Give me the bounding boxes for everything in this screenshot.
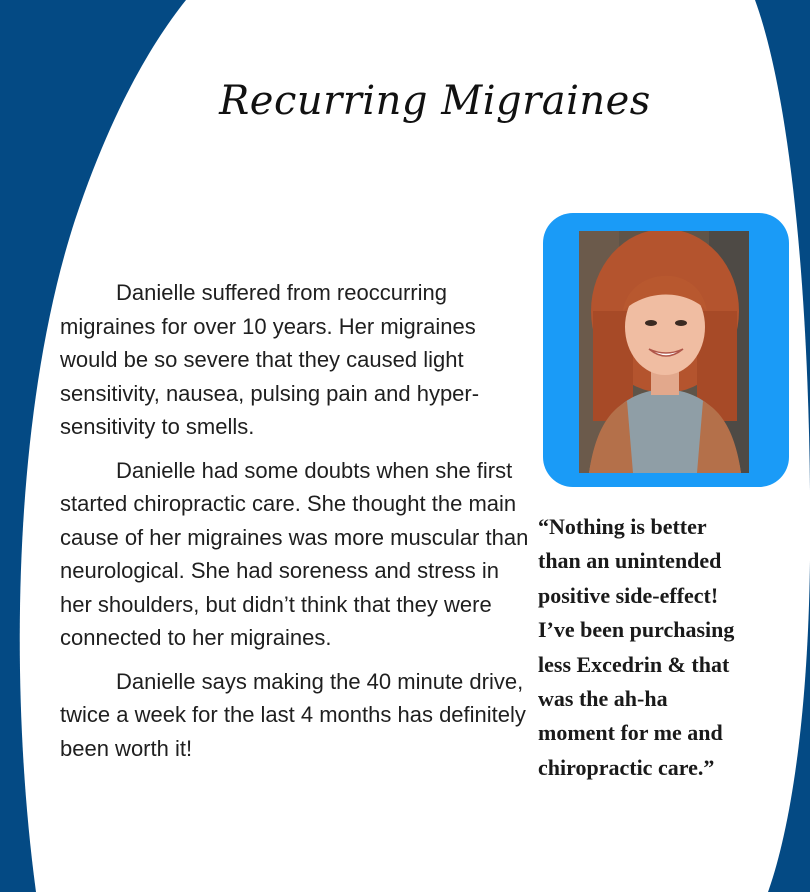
testimonial-quote: “Nothing is better than an unintended positive side-effect! I’ve been purchasing less Excedrin & that was the ah-ha moment for me and chiropractic care.” bbox=[538, 514, 735, 780]
patient-photo bbox=[579, 231, 749, 473]
story-paragraph: Danielle says making the 40 minute drive, twice a week for the last 4 months has definitely been worth it! bbox=[60, 668, 526, 761]
story-text bbox=[60, 276, 534, 775]
page-title: Recurring Migraines bbox=[219, 78, 651, 124]
story-paragraph: Danielle had some doubts when she first started chiropractic care. She thought the main cause of her migraines was more muscular than neurological. She had soreness and stress in her shoulders, but didn’t think that they were connected to her migraines. bbox=[60, 457, 529, 650]
photo-frame bbox=[543, 213, 789, 487]
story-paragraph: Danielle suffered from reoccurring migraines for over 10 years. Her migraines would be so severe that they caused light sensitivity, nausea, pulsing pain and hyper-sensitivity to smells. bbox=[60, 280, 480, 439]
